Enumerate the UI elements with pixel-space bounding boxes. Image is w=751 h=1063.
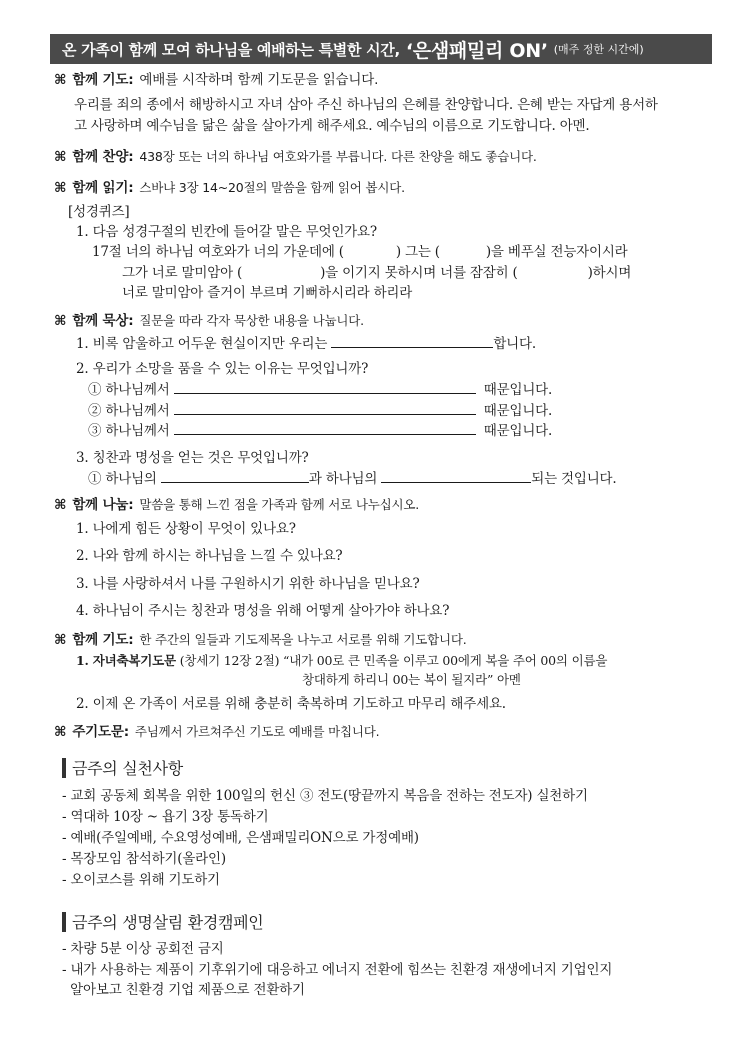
section-text: 스바냐 3장 14~20절의 말씀을 함께 읽어 봅시다. bbox=[139, 180, 405, 195]
sharing-item: 2. 나와 함께 하시는 하나님을 느낄 수 있나요? bbox=[76, 548, 343, 564]
answer-blank[interactable] bbox=[381, 469, 531, 483]
section-text: 말씀을 통해 느낀 점을 가족과 함께 서로 나누십시오. bbox=[139, 497, 419, 512]
section-sharing bbox=[54, 493, 419, 513]
meditation-q3-item bbox=[88, 467, 616, 487]
section-text: 예배를 시작하며 함께 기도문을 읽습니다. bbox=[139, 72, 379, 88]
section-label: 주기도문: bbox=[72, 724, 129, 740]
closing-prayer-item: 2. 이제 온 가족이 서로를 위해 충분히 축복하며 기도하고 마무리 해주세요. bbox=[76, 696, 506, 712]
meditation-q2-item bbox=[88, 419, 552, 439]
practice-item: - 역대하 10장 ~ 욥기 3장 통독하기 bbox=[62, 809, 269, 825]
question-text: 때문입니다. bbox=[483, 382, 553, 398]
question-text: 때문입니다. bbox=[483, 403, 553, 419]
command-mark-icon: ⌘ bbox=[54, 497, 67, 513]
section-text: 질문을 따라 각자 묵상한 내용을 나눕니다. bbox=[139, 313, 364, 328]
quiz-text: )을 베푸실 전능자이시라 bbox=[485, 244, 628, 260]
prayer-label: 1. 자녀축복기도문 bbox=[76, 653, 176, 668]
sharing-item: 3. 나를 사랑하셔서 나를 구원하시기 위한 하나님을 믿나요? bbox=[76, 576, 420, 592]
quiz-verse-line-1 bbox=[92, 240, 628, 260]
practice-item: - 목장모임 참석하기(올라인) bbox=[62, 851, 226, 867]
section-label: 함께 나눔: bbox=[72, 497, 134, 513]
question-text: ① 하나님의 bbox=[88, 471, 157, 487]
section-bar-icon bbox=[62, 912, 66, 932]
answer-blank[interactable] bbox=[174, 421, 476, 435]
answer-blank[interactable] bbox=[174, 401, 476, 415]
question-text: ② 하나님께서 bbox=[88, 403, 170, 419]
prayer-text: (창세기 12장 2절) “내가 00로 큰 민족을 이루고 00에게 복을 주어 00의 이름을 bbox=[179, 653, 608, 668]
quiz-text: 그가 너로 말미암아 ( bbox=[122, 265, 243, 281]
answer-blank[interactable] bbox=[331, 334, 493, 348]
section-reading bbox=[54, 176, 405, 196]
banner-main-text: 온 가족이 함께 모여 하나님을 예배하는 특별한 시간, bbox=[62, 40, 400, 59]
quiz-verse-line-3: 너로 말미암아 즐거이 부르며 기뻐하시리라 하리라 bbox=[122, 285, 413, 301]
section-label: 함께 기도: bbox=[72, 632, 134, 648]
practice-section-title bbox=[62, 756, 183, 779]
section-text: 주님께서 가르쳐주신 기도로 예배를 마칩니다. bbox=[134, 724, 380, 739]
command-mark-icon: ⌘ bbox=[54, 724, 67, 740]
campaign-item-cont: 알아보고 친환경 기업 제품으로 전환하기 bbox=[62, 982, 305, 998]
sharing-item: 4. 하나님이 주시는 칭찬과 명성을 위해 어떻게 살아가야 하나요? bbox=[76, 603, 450, 619]
question-text: 되는 것입니다. bbox=[531, 471, 617, 487]
sharing-item: 1. 나에게 힘든 상황이 무엇이 있나요? bbox=[76, 521, 296, 537]
practice-item: - 오이코스를 위해 기도하기 bbox=[62, 872, 220, 888]
section-label: 함께 읽기: bbox=[72, 180, 134, 196]
quiz-text: )을 이기지 못하시며 너를 잠잠히 ( bbox=[320, 265, 518, 281]
quiz-text: 17절 너의 하나님 여호와가 너의 가운데에 ( bbox=[92, 244, 344, 260]
meditation-q2-item bbox=[88, 399, 552, 419]
meditation-q2-item bbox=[88, 378, 552, 398]
question-text: 과 하나님의 bbox=[308, 471, 378, 487]
question-text: 때문입니다. bbox=[483, 423, 553, 439]
question-text: 합니다. bbox=[493, 336, 536, 352]
section-label: 함께 묵상: bbox=[72, 313, 134, 329]
section-label: 함께 기도: bbox=[72, 72, 134, 88]
banner-sub-text: (매주 정한 시간에) bbox=[553, 43, 644, 56]
section-lords-prayer bbox=[54, 720, 379, 740]
section-title-text: 금주의 생명살림 환경캠페인 bbox=[72, 913, 264, 932]
quiz-text: )하시며 bbox=[587, 265, 632, 281]
prayer-body-line: 우리를 죄의 종에서 해방하시고 자녀 삼아 주신 하나님의 은혜를 찬양합니다. 은혜 받는 자답게 용서하 bbox=[74, 97, 658, 113]
question-text: ① 하나님께서 bbox=[88, 382, 170, 398]
practice-item: - 예배(주일예배, 수요영성예배, 은샘패밀리ON으로 가정예배) bbox=[62, 830, 419, 846]
section-praise bbox=[54, 145, 537, 165]
command-mark-icon: ⌘ bbox=[54, 313, 67, 329]
campaign-item: - 내가 사용하는 제품이 기후위기에 대응하고 에너지 전환에 힘쓰는 친환경 재생에너지 기업인지 bbox=[62, 962, 613, 978]
quiz-title: [성경퀴즈] bbox=[68, 204, 130, 220]
header-banner bbox=[50, 34, 712, 64]
question-text: ③ 하나님께서 bbox=[88, 423, 170, 439]
section-opening-prayer bbox=[54, 68, 378, 88]
child-blessing-prayer bbox=[76, 651, 607, 669]
quiz-question: 1. 다음 성경구절의 빈칸에 들어갈 말은 무엇인가요? bbox=[76, 224, 377, 240]
quiz-verse-line-2 bbox=[122, 261, 631, 281]
command-mark-icon: ⌘ bbox=[54, 72, 67, 88]
campaign-item: - 차량 5분 이상 공회전 금지 bbox=[62, 941, 224, 957]
section-title-text: 금주의 실천사항 bbox=[72, 759, 183, 778]
prayer-body-line: 고 사랑하며 예수님을 닮은 삶을 살아가게 해주세요. 예수님의 이름으로 기도합니다. 아멘. bbox=[74, 118, 590, 134]
meditation-q3: 3. 칭찬과 명성을 얻는 것은 무엇입니까? bbox=[76, 450, 309, 466]
section-text: 한 주간의 일들과 기도제목을 나누고 서로를 위해 기도합니다. bbox=[139, 632, 467, 647]
section-text: 438장 또는 너의 하나님 여호와가를 부릅니다. 다른 찬양을 해도 좋습니다. bbox=[139, 149, 537, 164]
meditation-q2: 2. 우리가 소망을 품을 수 있는 이유는 무엇입니까? bbox=[76, 361, 369, 377]
practice-item: - 교회 공동체 회복을 위한 100일의 헌신 ③ 전도(땅끝까지 복음을 전하는 전도자) 실천하기 bbox=[62, 788, 588, 804]
answer-blank[interactable] bbox=[161, 469, 309, 483]
meditation-q1 bbox=[76, 332, 536, 352]
command-mark-icon: ⌘ bbox=[54, 180, 67, 196]
command-mark-icon: ⌘ bbox=[54, 149, 67, 165]
campaign-section-title bbox=[62, 910, 263, 933]
question-text: 1. 비록 암울하고 어두운 현실이지만 우리는 bbox=[76, 336, 328, 352]
section-label: 함께 찬양: bbox=[72, 149, 134, 165]
section-closing-prayer bbox=[54, 628, 466, 648]
child-blessing-prayer-cont: 창대하게 하리니 00는 복이 될지라” 아멘 bbox=[302, 672, 521, 687]
banner-brand-text: ‘은샘패밀리 ON’ bbox=[405, 39, 548, 62]
section-meditation bbox=[54, 309, 364, 329]
command-mark-icon: ⌘ bbox=[54, 632, 67, 648]
section-bar-icon bbox=[62, 758, 66, 778]
answer-blank[interactable] bbox=[174, 380, 476, 394]
quiz-text: ) 그는 ( bbox=[395, 244, 440, 260]
